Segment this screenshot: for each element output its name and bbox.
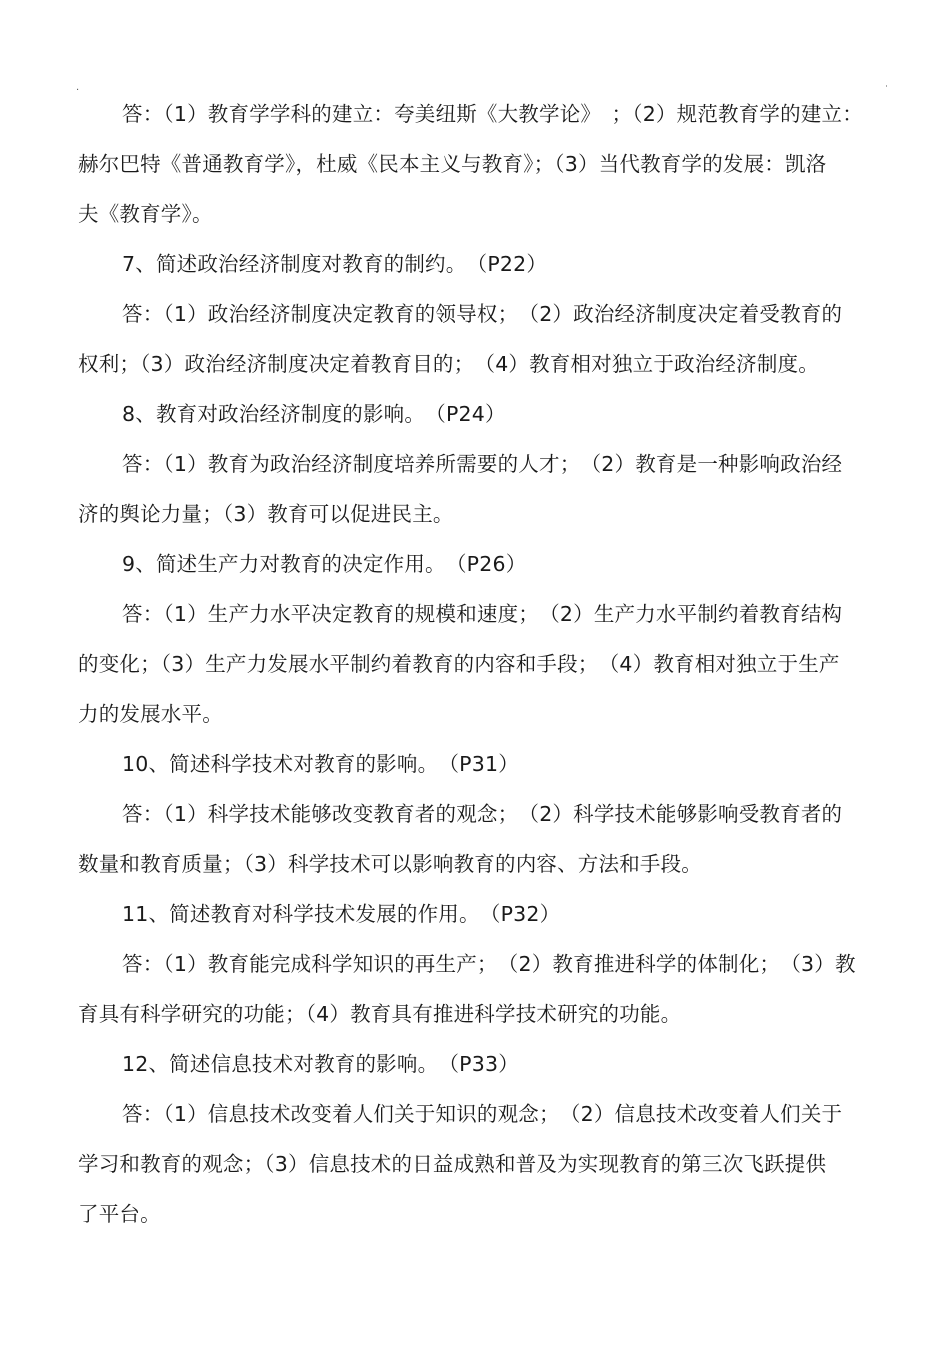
question-heading: 7、简述政治经济制度对教育的制约。 （P22） (122, 252, 548, 276)
answer-line: 济的舆论力量；（3）教育可以促进民主。 (78, 502, 454, 526)
corner-mark-right: ˙ (884, 85, 889, 96)
answer-line: 答：（1）信息技术改变着人们关于知识的观念； （2）信息技术改变着人们关于 (122, 1102, 843, 1126)
answer-line: 答：（1）教育为政治经济制度培养所需要的人才； （2）教育是一种影响政治经 (122, 452, 843, 476)
answer-line: 的变化；（3）生产力发展水平制约着教育的内容和手段； （4）教育相对独立于生产 (78, 652, 840, 676)
question-heading: 9、简述生产力对教育的决定作用。 （P26） (122, 552, 527, 576)
answer-line: 育具有科学研究的功能；（4）教育具有推进科学技术研究的功能。 (78, 1002, 682, 1026)
answer-line: 赫尔巴特《普通教育学》，杜威《民本主义与教育》；（3）当代教育学的发展：凯洛 (78, 152, 827, 176)
answer-line: 答：（1）科学技术能够改变教育者的观念； （2）科学技术能够影响受教育者的 (122, 802, 843, 826)
answer-line: 权利；（3）政治经济制度决定着教育目的； （4）教育相对独立于政治经济制度。 (78, 352, 819, 376)
answer-line: 答：（1）教育学学科的建立：夸美纽斯《大教学论》 ；（2）规范教育学的建立： (122, 102, 863, 126)
answer-line: 答：（1）生产力水平决定教育的规模和速度； （2）生产力水平制约着教育结构 (122, 602, 843, 626)
question-heading: 10、简述科学技术对教育的影响。 （P31） (122, 752, 519, 776)
answer-line: 答：（1）教育能完成科学知识的再生产； （2）教育推进科学的体制化； （3）教 (122, 952, 856, 976)
answer-line: 学习和教育的观念；（3）信息技术的日益成熟和普及为实现教育的第三次飞跃提供 (78, 1152, 827, 1176)
question-heading: 12、简述信息技术对教育的影响。 （P33） (122, 1052, 519, 1076)
question-heading: 8、教育对政治经济制度的影响。 （P24） (122, 402, 506, 426)
question-heading: 11、简述教育对科学技术发展的作用。 （P32） (122, 902, 561, 926)
answer-line: 夫《教育学》。 (78, 202, 213, 226)
answer-line: 了平台。 (78, 1202, 161, 1226)
answer-line: 力的发展水平。 (78, 702, 223, 726)
corner-mark-left: · (76, 85, 80, 96)
answer-line: 数量和教育质量；（3）科学技术可以影响教育的内容、方法和手段。 (78, 852, 702, 876)
answer-line: 答：（1）政治经济制度决定教育的领导权； （2）政治经济制度决定着受教育的 (122, 302, 843, 326)
